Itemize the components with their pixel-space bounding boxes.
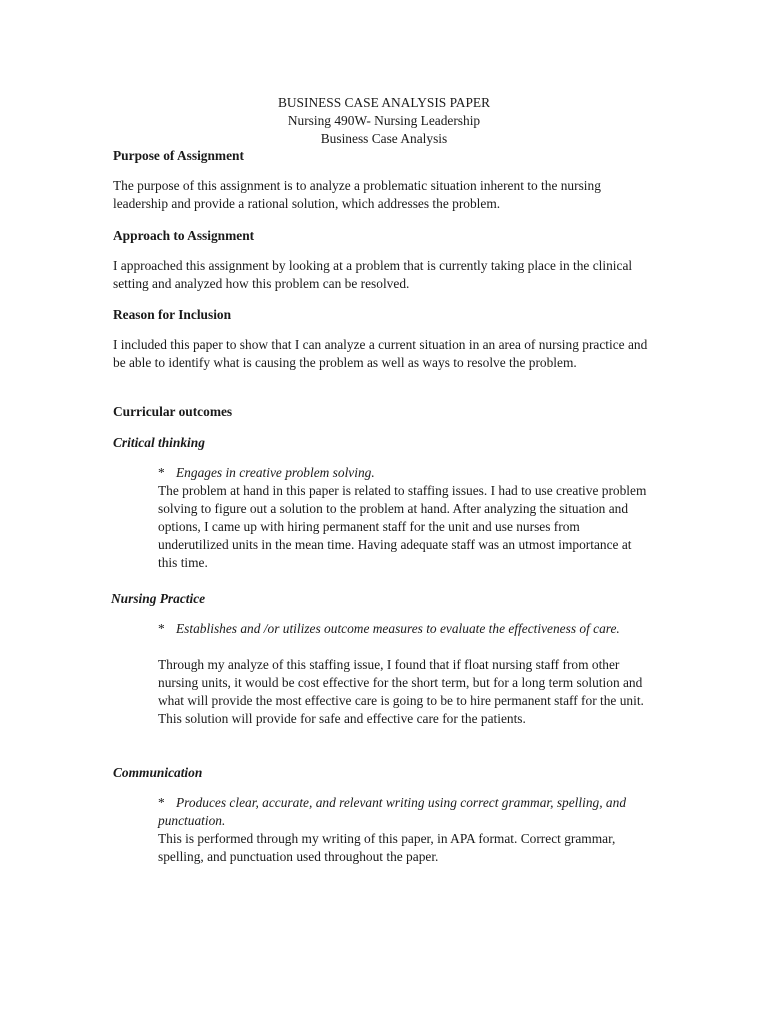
nursing-practice-heading: Nursing Practice <box>111 591 206 606</box>
nursing-practice-text: Through my analyze of this staffing issue, I found that if float nursing staff from other nursing units, it would be cost effective for the short term, but for a long term solution and what will provide the most effective care is going to be to hire permanent staff for the unit. This solution will provide for safe and effective care for the patients. <box>158 657 644 726</box>
reason-text: I included this paper to show that I can analyze a current situation in an area of nursing practice and be able to identify what is causing the problem as well as ways to resolve the problem. <box>113 337 648 370</box>
critical-thinking-bullet <box>158 464 648 482</box>
bullet-star-icon: * <box>158 465 165 480</box>
communication-text: This is performed through my writing of this paper, in APA format. Correct grammar, spelling, and punctuation used throughout the paper. <box>158 831 616 864</box>
critical-thinking-text: The problem at hand in this paper is related to staffing issues. I had to use creative problem solving to figure out a solution to the problem at hand. After analyzing the situation and options, I came up with hiring permanent staff for the unit and use nurses from underutilized units in the mean time. Having adequate staff was an utmost importance at this time. <box>158 483 647 570</box>
bullet-text: Engages in creative problem solving. <box>176 465 375 480</box>
bullet-star-icon: * <box>158 795 165 810</box>
communication-bullet <box>158 794 648 830</box>
purpose-heading: Purpose of Assignment <box>113 148 244 163</box>
approach-text: I approached this assignment by looking at a problem that is currently taking place in the clinical setting and analyzed how this problem can be resolved. <box>113 258 633 291</box>
title-line-3: Business Case Analysis <box>320 131 448 146</box>
bullet-text: Produces clear, accurate, and relevant writing using correct grammar, spelling, and punctuation. <box>158 795 627 828</box>
bullet-text: Establishes and /or utilizes outcome measures to evaluate the effectiveness of care. <box>176 621 620 636</box>
bullet-star-icon: * <box>158 621 165 636</box>
approach-heading: Approach to Assignment <box>113 228 255 243</box>
critical-thinking-heading: Critical thinking <box>113 435 205 450</box>
title-line-2: Nursing 490W- Nursing Leadership <box>287 113 481 128</box>
curricular-heading: Curricular outcomes <box>113 404 233 419</box>
reason-heading: Reason for Inclusion <box>113 307 232 322</box>
title-line-1: BUSINESS CASE ANALYSIS PAPER <box>277 95 491 110</box>
communication-heading: Communication <box>113 765 203 780</box>
nursing-practice-bullet <box>158 620 648 638</box>
document-title <box>0 94 768 148</box>
purpose-text: The purpose of this assignment is to analyze a problematic situation inherent to the nursing leadership and provide a rational solution, which addresses the problem. <box>113 178 601 211</box>
